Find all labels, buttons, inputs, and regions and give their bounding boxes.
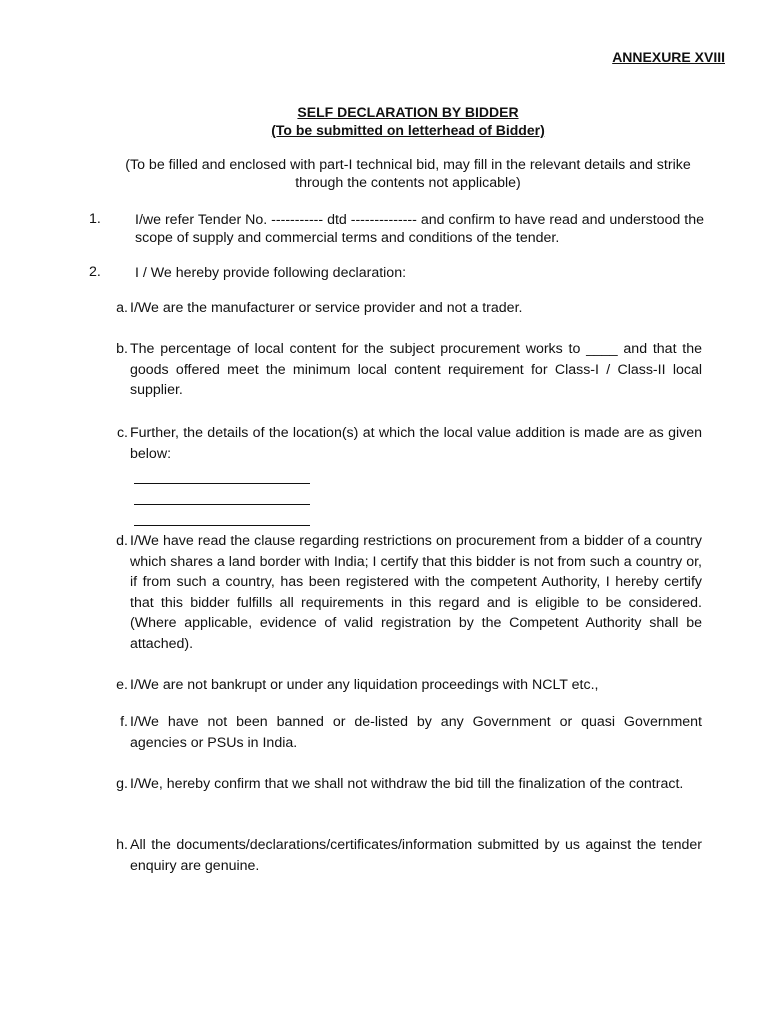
declaration-text: I/We are the manufacturer or service provider and not a trader. (130, 300, 523, 316)
declaration-text: I/We are not bankrupt or under any liquidation proceedings with NCLT etc., (130, 677, 599, 693)
declaration-text: The percentage of local content for the subject procurement works to ____ and that the goods offered meet the minimum local content requirement for Class-I / Class-II local supplier. (130, 341, 702, 398)
item-number: 1. (89, 211, 101, 227)
item-number: 2. (89, 264, 101, 280)
declaration-text: I/We have read the clause regarding restrictions on procurement from a bidder of a country which shares a land border with India; I certify that this bidder is not from such a country or, if from such a country, has been registered with the competent Authority, I hereby certify that this bidder fulfills all requirements in this regard and is eligible to be considered. (Where applicable, evidence of valid registration by the Competent Authority shall be attached). (130, 533, 702, 652)
declaration-text: Further, the details of the location(s) at which the local value addition is made are as given below: (130, 425, 702, 462)
item-text: I / We hereby provide following declaration: (135, 265, 407, 281)
item-text: I/we refer Tender No. ----------- dtd -------------- and confirm to have read and understood the scope of supply and commercial terms and conditions of the tender. (135, 212, 704, 246)
annexure-label: ANNEXURE XVIII (612, 49, 725, 65)
document-subtitle: (To be submitted on letterhead of Bidder) (271, 122, 545, 138)
location-blank-line (134, 525, 310, 526)
declaration-letter: g. (116, 776, 128, 792)
declaration-letter: d. (116, 533, 128, 549)
location-blank-line (134, 483, 310, 484)
declaration-text: I/We, hereby confirm that we shall not withdraw the bid till the finalization of the contract. (130, 776, 684, 792)
declaration-letter: h. (116, 837, 128, 853)
declaration-text: All the documents/declarations/certificates/information submitted by us against the tender enquiry are genuine. (130, 837, 702, 874)
declaration-letter: c. (116, 425, 128, 441)
declaration-letter: b. (116, 341, 128, 357)
document-title: SELF DECLARATION BY BIDDER (297, 104, 519, 120)
location-blank-line (134, 504, 310, 505)
declaration-letter: f. (120, 714, 128, 730)
declaration-letter: a. (116, 300, 128, 316)
declaration-text: I/We have not been banned or de-listed by any Government or quasi Government agencies or PSUs in India. (130, 714, 702, 751)
instruction-note: (To be filled and enclosed with part-I technical bid, may fill in the relevant details and strike through the contents not applicable) (125, 157, 691, 191)
declaration-letter: e. (116, 677, 128, 693)
